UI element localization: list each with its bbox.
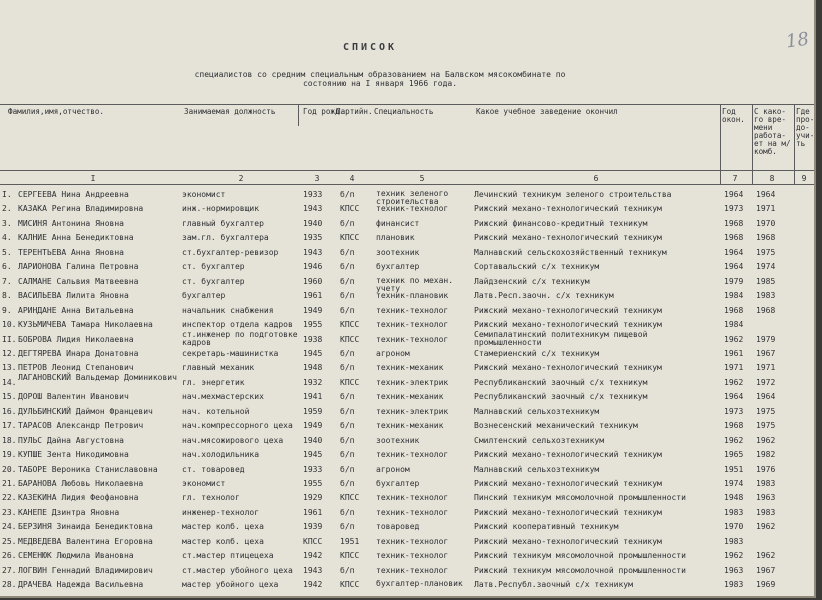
column-number: 6 — [593, 174, 599, 183]
cell-since: 1983 — [756, 479, 776, 488]
cell-since: 1983 — [756, 291, 776, 301]
cell-born: 1945 — [303, 450, 323, 460]
cell-school: Рижский механо-технологический техникум — [474, 479, 662, 488]
cell-position: нач. котельной — [182, 406, 250, 416]
cell-since: 1962 — [756, 435, 776, 445]
column-rule — [794, 104, 795, 184]
row-number: 24. — [2, 522, 17, 532]
cell-born: КПСС — [303, 536, 323, 546]
cell-since: 1963 — [756, 493, 776, 503]
cell-position: начальник снабжения — [182, 305, 274, 315]
cell-specialty: зоотехник — [376, 247, 420, 257]
cell-party: КПСС — [340, 493, 360, 503]
row-number: 17. — [2, 421, 17, 431]
cell-party: КПСС — [340, 551, 360, 561]
cell-since: 1970 — [756, 218, 776, 228]
table-rule — [0, 170, 814, 171]
cell-since: 1971 — [756, 204, 776, 214]
cell-specialty: техник-технолог — [376, 493, 449, 503]
cell-grad: 1962 — [724, 551, 744, 561]
cell-school: Латв.Республ.заочный с/х техникум — [474, 580, 633, 590]
cell-school: Рижский механо-технологический техникум — [474, 507, 662, 517]
cell-position: ст.бухгалтер-ревизор — [182, 247, 279, 257]
cell-name: КУЗЬМИЧЕВА Тамара Николаевна — [18, 320, 153, 330]
cell-party: б/п — [340, 218, 355, 228]
cell-specialty: техник-технолог — [376, 305, 449, 315]
cell-name: ПУЛЬС Дайна Августовна — [18, 435, 124, 445]
cell-since: 1982 — [756, 450, 776, 460]
cell-since: 1967 — [756, 565, 776, 575]
row-number: 13. — [2, 363, 17, 373]
cell-school: Рижский техникум мясомолочной промышленности — [474, 551, 686, 561]
row-number: 25. — [2, 536, 17, 546]
cell-party: б/п — [340, 565, 355, 575]
document-subtitle-date: состоянию на I января 1966 года. — [302, 79, 458, 88]
cell-position: инж.-нормировщик — [182, 204, 260, 214]
cell-since: 1969 — [756, 580, 776, 590]
row-number: 26. — [2, 551, 17, 561]
cell-position: ст.мастер убойного цеха — [182, 565, 293, 575]
cell-grad: 1961 — [724, 348, 744, 358]
cell-name: БАРАНОВА Любовь Николаевна — [18, 479, 144, 488]
cell-grad: 1979 — [724, 276, 744, 286]
cell-grad: 1965 — [724, 450, 744, 460]
cell-school: Рижский механо-технологический техникум — [474, 204, 662, 214]
cell-born: 1955 — [303, 320, 323, 330]
column-number: 3 — [314, 174, 320, 183]
column-header: С како- го вре- мени работа- ет на м/комб. — [754, 107, 791, 156]
cell-born: 1960 — [303, 276, 323, 286]
column-rule — [720, 104, 721, 184]
cell-grad: 1970 — [724, 522, 744, 532]
cell-name: МИСИНЯ Антонина Яновна — [18, 218, 124, 228]
cell-born: 1929 — [303, 493, 323, 503]
cell-party: б/п — [340, 348, 355, 358]
cell-name: СЕРГЕЕВА Нина Андреевна — [18, 190, 129, 199]
cell-grad: 1973 — [724, 204, 744, 214]
cell-school: Рижский механо-технологический техникум — [474, 233, 662, 243]
cell-party: КПСС — [340, 204, 360, 214]
cell-since: 1968 — [756, 305, 776, 315]
row-number: 14. — [2, 377, 17, 387]
cell-position: инспектор отдела кадров — [182, 320, 293, 330]
cell-school: Пинский техникум мясомолочной промышленности — [474, 493, 686, 503]
row-number: I. — [2, 190, 12, 199]
cell-grad: 1983 — [724, 536, 744, 546]
cell-party: б/п — [340, 464, 355, 474]
cell-party: 1951 — [340, 536, 360, 546]
row-number: 6. — [2, 262, 12, 272]
cell-party: КПСС — [340, 377, 360, 387]
cell-school: Рижский механо-технологический техникум — [474, 305, 662, 315]
cell-position: нач.холодильника — [182, 450, 260, 460]
cell-name: СЕМЕНЮК Людмила Ивановна — [18, 551, 134, 561]
cell-position: мастер колб. цеха — [182, 536, 264, 546]
cell-school: Лечинский техникум зеленого строительства — [474, 190, 672, 199]
cell-name: ТАРАСОВ Александр Петрович — [18, 421, 144, 431]
cell-specialty: техник-механик — [376, 392, 444, 402]
cell-born: 1939 — [303, 522, 323, 532]
cell-since: 1983 — [756, 507, 776, 517]
column-header: Какое учебное заведение окончил — [476, 107, 618, 116]
cell-school: Латв.Респ.заочн. с/х техникум — [474, 291, 614, 301]
cell-specialty: техник-электрик — [376, 406, 449, 416]
cell-party: КПСС — [340, 320, 360, 330]
cell-school: Малнавский сельхозтехникум — [474, 464, 600, 474]
cell-born: 1933 — [303, 190, 323, 199]
cell-party: б/п — [340, 507, 355, 517]
cell-position: главный механик — [182, 363, 255, 373]
cell-specialty: техник-технолог — [376, 450, 449, 460]
cell-born: 1942 — [303, 551, 323, 561]
cell-school: Сортавальский с/х техникум — [474, 262, 600, 272]
cell-name: БЕРЗИНЯ Зинаида Бенедиктовна — [18, 522, 153, 532]
cell-party: б/п — [340, 435, 355, 445]
cell-grad: 1973 — [724, 406, 744, 416]
column-header: Год рожд. — [303, 107, 345, 116]
cell-specialty: техник зеленого строительства — [376, 189, 449, 206]
cell-grad: 1983 — [724, 507, 744, 517]
cell-specialty: техник-механик — [376, 421, 444, 431]
cell-born: 1940 — [303, 435, 323, 445]
cell-party: б/п — [340, 450, 355, 460]
cell-party: б/п — [340, 262, 355, 272]
cell-party: б/п — [340, 305, 355, 315]
cell-name: КАЛНИЕ Анна Бенедиктовна — [18, 233, 134, 243]
cell-name: ТАБОРЕ Вероника Станиславовна — [18, 464, 158, 474]
cell-name: ТЕРЕНТЬЕВА Анна Яновна — [18, 247, 124, 257]
cell-grad: 1962 — [724, 334, 744, 344]
row-number: 4. — [2, 233, 12, 243]
cell-since: 1964 — [756, 392, 776, 402]
cell-name: ПЕТРОВ Леонид Степанович — [18, 363, 134, 373]
cell-specialty: техник-технолог — [376, 334, 449, 344]
cell-name: ДОРОШ Валентин Иванович — [18, 392, 129, 402]
cell-name: ЛАГАНОВСКИЙ Вальдемар Доминикович — [18, 372, 177, 382]
cell-school: Рижский механо-технологический техникум — [474, 536, 662, 546]
row-number: 3. — [2, 218, 12, 228]
column-number: 4 — [349, 174, 355, 183]
cell-name: АРИНДАНЕ Анна Витальевна — [18, 305, 134, 315]
column-header: Фамилия,имя,отчество. — [8, 107, 105, 116]
row-number: 9. — [2, 305, 12, 315]
document-title: СПИСОК — [342, 42, 398, 53]
cell-specialty: техник-электрик — [376, 377, 449, 387]
cell-name: БОБРОВА Лидия Николаевна — [18, 334, 134, 344]
cell-since: 1967 — [756, 348, 776, 358]
row-number: 7. — [2, 276, 12, 286]
cell-grad: 1971 — [724, 363, 744, 373]
cell-position: ст.мастер птицецеха — [182, 551, 274, 561]
cell-born: 1935 — [303, 233, 323, 243]
cell-specialty: техник-технолог — [376, 320, 449, 330]
cell-party: б/п — [340, 479, 355, 488]
row-number: 28. — [2, 580, 17, 590]
cell-grad: 1964 — [724, 190, 744, 199]
cell-position: ст.инженер по подготовке кадров — [182, 329, 298, 347]
cell-school: Смилтенский сельхозтехникум — [474, 435, 605, 445]
cell-grad: 1968 — [724, 421, 744, 431]
cell-grad: 1968 — [724, 218, 744, 228]
column-header: Партийн. — [336, 107, 373, 116]
cell-school: Рижский кооперативный техникум — [474, 522, 619, 532]
cell-position: экономист — [182, 479, 226, 488]
cell-name: ЛОГВИН Геннадий Владимирович — [18, 565, 153, 575]
cell-position: экономист — [182, 190, 226, 199]
cell-school: Лайдзенский с/х техникум — [474, 276, 590, 286]
cell-school: Рижский механо-технологический техникум — [474, 363, 662, 373]
cell-party: б/п — [340, 421, 355, 431]
cell-since: 1962 — [756, 522, 776, 532]
row-number: 10. — [2, 320, 17, 330]
cell-grad: 1974 — [724, 479, 744, 488]
cell-born: 1942 — [303, 580, 323, 590]
cell-born: 1961 — [303, 291, 323, 301]
cell-born: 1943 — [303, 565, 323, 575]
cell-position: мастер колб. цеха — [182, 522, 264, 532]
cell-specialty: финансист — [376, 218, 420, 228]
cell-born: 1949 — [303, 421, 323, 431]
cell-party: б/п — [340, 276, 355, 286]
cell-party: б/п — [340, 406, 355, 416]
cell-position: главный бухгалтер — [182, 218, 264, 228]
cell-since: 1964 — [756, 190, 776, 199]
row-number: 15. — [2, 392, 17, 402]
cell-grad: 1962 — [724, 377, 744, 387]
cell-specialty: техник-технолог — [376, 507, 449, 517]
column-number: 9 — [801, 174, 807, 183]
cell-name: ВАСИЛЬЕВА Лилита Яновна — [18, 291, 129, 301]
cell-party: КПСС — [340, 334, 360, 344]
row-number: 19. — [2, 450, 17, 460]
cell-since: 1979 — [756, 334, 776, 344]
cell-born: 1949 — [303, 305, 323, 315]
column-header: Год окон. — [722, 107, 745, 124]
cell-born: 1948 — [303, 363, 323, 373]
cell-since: 1974 — [756, 262, 776, 272]
cell-name: МЕДВЕДЕВА Валентина Егоровна — [18, 536, 153, 546]
cell-specialty: бухгалтер-плановик — [376, 579, 463, 589]
cell-grad: 1968 — [724, 233, 744, 243]
cell-name: КАНЕПЕ Дзинтра Яновна — [18, 507, 120, 517]
cell-grad: 1968 — [724, 305, 744, 315]
cell-grad: 1964 — [724, 392, 744, 402]
row-number: 22. — [2, 493, 17, 503]
cell-position: секретарь-машинистка — [182, 348, 279, 358]
cell-born: 1943 — [303, 247, 323, 257]
cell-school: Семипалатинский политехникум пищевой промышленности — [474, 329, 648, 347]
cell-born: 1959 — [303, 406, 323, 416]
row-number: 12. — [2, 348, 17, 358]
cell-position: гл. технолог — [182, 493, 240, 503]
row-number: 21. — [2, 479, 17, 488]
cell-position: нач.мясожирового цеха — [182, 435, 284, 445]
cell-name: КАЗАКА Регина Владимировна — [18, 204, 144, 214]
column-number: 5 — [419, 174, 425, 183]
row-number: 16. — [2, 406, 17, 416]
cell-since: 1962 — [756, 551, 776, 561]
cell-position: бухгалтер — [182, 291, 226, 301]
cell-grad: 1962 — [724, 435, 744, 445]
cell-grad: 1984 — [724, 291, 744, 301]
table-rule — [0, 104, 814, 105]
cell-born: 1933 — [303, 464, 323, 474]
cell-party: б/п — [340, 291, 355, 301]
document-subtitle: специалистов со средним специальным образованием на Балвском мясокомбинате по — [194, 70, 566, 79]
column-header: Занимаемая должность — [184, 107, 276, 116]
cell-school: Республиканский заочный с/х техникум — [474, 377, 648, 387]
cell-grad: 1963 — [724, 565, 744, 575]
cell-specialty: плановик — [376, 233, 415, 243]
cell-specialty: техник-технолог — [376, 551, 449, 561]
page-number: 18 — [784, 28, 811, 53]
cell-position: зам.гл. бухгалтера — [182, 233, 269, 243]
cell-party: КПСС — [340, 233, 360, 243]
column-number: 8 — [769, 174, 775, 183]
row-number: 27. — [2, 565, 17, 575]
cell-specialty: техник-технолог — [376, 536, 449, 546]
cell-school: Стамериенский с/х техникум — [474, 348, 600, 358]
cell-born: 1941 — [303, 392, 323, 402]
cell-position: ст. бухгалтер — [182, 276, 245, 286]
cell-school: Рижский механо-технологический техникум — [474, 320, 662, 330]
cell-position: нач.компрессорного цеха — [182, 421, 293, 431]
column-rule — [752, 104, 753, 184]
cell-position: инженер-технолог — [182, 507, 260, 517]
cell-school: Рижский финансово-кредитный техникум — [474, 218, 648, 228]
row-number: 5. — [2, 247, 12, 257]
cell-party: б/п — [340, 190, 355, 199]
cell-grad: 1983 — [724, 580, 744, 590]
cell-school: Малнавский сельскохозяйственный техникум — [474, 247, 667, 257]
cell-party: б/п — [340, 247, 355, 257]
cell-specialty: техник-плановик — [376, 291, 449, 301]
cell-name: САЛМАНЕ Сальвия Матвеевна — [18, 276, 139, 286]
cell-name: ДЕГТЯРЕВА Инара Донатовна — [18, 348, 139, 358]
cell-school: Малнавский сельхозтехникум — [474, 406, 600, 416]
cell-name: ДРАЧЕВА Надежда Васильевна — [18, 580, 144, 590]
cell-school: Рижский механо-технологический техникум — [474, 450, 662, 460]
cell-since: 1972 — [756, 377, 776, 387]
cell-born: 1932 — [303, 377, 323, 387]
cell-since: 1975 — [756, 406, 776, 416]
cell-specialty: техник-технолог — [376, 204, 449, 214]
column-number: 7 — [732, 174, 738, 183]
cell-since: 1985 — [756, 276, 776, 286]
cell-party: КПСС — [340, 580, 360, 590]
cell-since: 1971 — [756, 363, 776, 373]
cell-born: 1945 — [303, 348, 323, 358]
cell-since: 1975 — [756, 247, 776, 257]
cell-grad: 1964 — [724, 262, 744, 272]
cell-born: 1943 — [303, 204, 323, 214]
cell-party: б/п — [340, 522, 355, 532]
cell-party: б/п — [340, 392, 355, 402]
cell-position: мастер убойного цеха — [182, 580, 279, 590]
cell-born: 1961 — [303, 507, 323, 517]
cell-specialty: агроном — [376, 464, 410, 474]
row-number: 8. — [2, 291, 12, 301]
cell-since: 1976 — [756, 464, 776, 474]
table-rule — [0, 184, 814, 185]
cell-born: 1940 — [303, 218, 323, 228]
cell-specialty: техник-механик — [376, 363, 444, 373]
row-number: II. — [2, 334, 17, 344]
cell-position: ст. бухгалтер — [182, 262, 245, 272]
cell-name: ЛАРИОНОВА Галина Петровна — [18, 262, 139, 272]
cell-position: ст. товаровед — [182, 464, 245, 474]
cell-born: 1946 — [303, 262, 323, 272]
cell-school: Рижский техникум мясомолочной промышленности — [474, 565, 686, 575]
cell-grad: 1984 — [724, 320, 744, 330]
cell-grad: 1948 — [724, 493, 744, 503]
cell-since: 1975 — [756, 421, 776, 431]
column-header: Где про- до- учи- ть — [796, 107, 815, 148]
cell-grad: 1951 — [724, 464, 744, 474]
cell-specialty: техник-технолог — [376, 565, 449, 575]
cell-specialty: бухгалтер — [376, 479, 420, 488]
column-number: 2 — [238, 174, 244, 183]
cell-born: 1955 — [303, 479, 323, 488]
column-number: I — [90, 174, 96, 183]
row-number: 20. — [2, 464, 17, 474]
cell-school: Республиканский заочный с/х техникум — [474, 392, 648, 402]
cell-specialty: агроном — [376, 348, 410, 358]
cell-name: КУПШЕ Зента Никодимовна — [18, 450, 129, 460]
row-number: 23. — [2, 507, 17, 517]
cell-specialty: техник по механ. учету — [376, 275, 454, 293]
column-header: Специальность — [374, 107, 434, 116]
cell-position: нач.мехмастерских — [182, 392, 264, 402]
cell-born: 1938 — [303, 334, 323, 344]
cell-specialty: зоотехник — [376, 435, 420, 445]
cell-grad: 1964 — [724, 247, 744, 257]
cell-name: ДУЛЬБИНСКИЙ Даймон Францевич — [18, 406, 153, 416]
cell-specialty: бухгалтер — [376, 262, 420, 272]
row-number: 18. — [2, 435, 17, 445]
cell-name: КАЗЕКИНА Лидия Феофановна — [18, 493, 139, 503]
cell-school: Вознесенский механический техникум — [474, 421, 638, 431]
cell-party: б/п — [340, 363, 355, 373]
cell-position: гл. энергетик — [182, 377, 245, 387]
cell-since: 1968 — [756, 233, 776, 243]
cell-specialty: товаровед — [376, 522, 420, 532]
row-number: 2. — [2, 204, 12, 214]
